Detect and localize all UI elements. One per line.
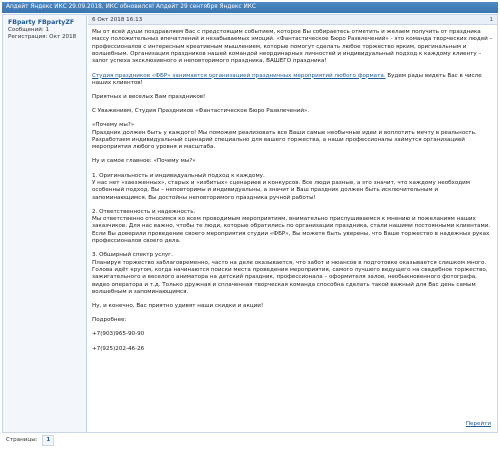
pagination-current-page[interactable]: 1 bbox=[42, 435, 54, 446]
msg-paragraph: Подробнее: bbox=[92, 317, 127, 324]
pagination-label: Страницы: bbox=[6, 437, 38, 443]
user-message-count: Сообщений: 1 bbox=[8, 27, 50, 33]
msg-paragraph: Мы от всей души поздравляем Вас с предстоящим событием, которое Вы собираетесь отметить и желаем получить от праздника массу положительных впечатлений и незабываемых эмоций. «Фантастическое Бюро Развлечений» - это команда творческих людей – профессионалов с интересным креативным мышлением, которые помогут сделать любое торжество ярким, оригинальным и волшебным. Организация праздников нашей командой неординарных личностей и индивидуальный подход к каждому клиенту – залог успеха эксклюзивного и неповторимого праздника, ВАШЕГО праздника! bbox=[92, 29, 493, 65]
msg-paragraph: У нас нет «заезженных», старых и «избитых» сценариев и конкурсов. Все люди разные, а это значит, что каждому необходим особенный подход. Вы – неповторимы и индивидуальны, а значит и Ваш праздник должен быть исключительным и запоминающимся. Вы достойны неповторимого праздника ручной работы! bbox=[92, 179, 471, 201]
post-date: 6 Окт 2018 16:13 bbox=[92, 17, 143, 23]
msg-paragraph: Ну, и конечно, Вас приятно удивят наши скидки и акции! bbox=[92, 303, 264, 310]
msg-paragraph: С Уважением, Студия Праздников «Фантастическое Бюро Развлечений». bbox=[92, 108, 310, 115]
post-body bbox=[88, 15, 497, 432]
go-to-link[interactable]: Перейти bbox=[465, 421, 491, 427]
msg-paragraph: Ну и самое главное: «Почему мы?» bbox=[92, 158, 196, 165]
thread-title: Апдейт Яндекс ИКС 29.09.2018, ИКС обновился! Апдейт 29 сентября Яндекс ИКС bbox=[2, 2, 498, 13]
pagination bbox=[2, 434, 498, 446]
msg-paragraph: Приятных и веселых Вам праздников! bbox=[92, 94, 206, 100]
post-number-link[interactable]: 1 bbox=[489, 17, 493, 23]
post-author-panel bbox=[3, 15, 87, 432]
studio-link[interactable]: Студия праздников «ФБР» занимается организацией праздничных мероприятий любого формата. bbox=[92, 72, 386, 79]
msg-paragraph: Студия праздников «ФБР» занимается организацией праздничных мероприятий любого формата. Будем рады видеть Вас в числе наших клиентов! bbox=[92, 72, 482, 86]
msg-paragraph: «Почему мы?» bbox=[92, 122, 135, 129]
msg-paragraph: Праздник должен быть у каждого! Мы поможем реализовать все Ваши самые необычные идеи и воплотить мечту в реальность. Разработаем индивидуальный сценарий специально для вашего торжества, а наши профессионалы займутся организацией мероприятия любого уровня и масштаба. bbox=[92, 129, 477, 151]
post-message bbox=[88, 25, 497, 353]
phone-number: +7(925)202-46-26 bbox=[92, 345, 145, 352]
post-header bbox=[88, 15, 497, 25]
username-link[interactable]: FBparty FBpartyZF bbox=[8, 19, 75, 26]
msg-paragraph: Мы ответственно относимся ко всем проводимым мероприятиям, внимательно прислушиваемся к мнению и пожеланиям наших заказчиков. Для нас важно, чтобы те люди, которые обратились по организации праздника, стали нашими постоянными клиентами. Если Вы доверили проведение своего мероприятия студии «ФБР», Вы можете быть уверены, что Ваше торжество в надежных руках профессионалов своего дела. bbox=[92, 216, 491, 245]
msg-paragraph: 2. Ответственность и надежность. bbox=[92, 208, 196, 215]
msg-paragraph: 1. Оригинальность и индивидуальный подход к каждому. bbox=[92, 172, 265, 179]
forum-post bbox=[2, 14, 498, 433]
msg-paragraph: 3. Обширный спектр услуг. bbox=[92, 252, 173, 259]
phone-number: +7(903)965-90-90 bbox=[92, 331, 145, 338]
msg-paragraph: Планируя торжество заблаговременно, часто на деле оказывается, что забот и нюансов в подготовке оказывается слишком много. Голова идёт кругом, когда начинаются поиски места проведения мероприятия, самого лучшего ведущего на свадебное торжество, зажигательного и веселого аниматора на детский праздник, профессионала – оформителя залов, необыкновенного фотографа, видео оператора и т.д. Только дружная и сплаченная творческая команда способна сделать такой важный для Вас день самым волшебным и запоминающимся. bbox=[92, 259, 488, 295]
user-registration-date: Регистрация: Окт 2018 bbox=[8, 34, 77, 40]
